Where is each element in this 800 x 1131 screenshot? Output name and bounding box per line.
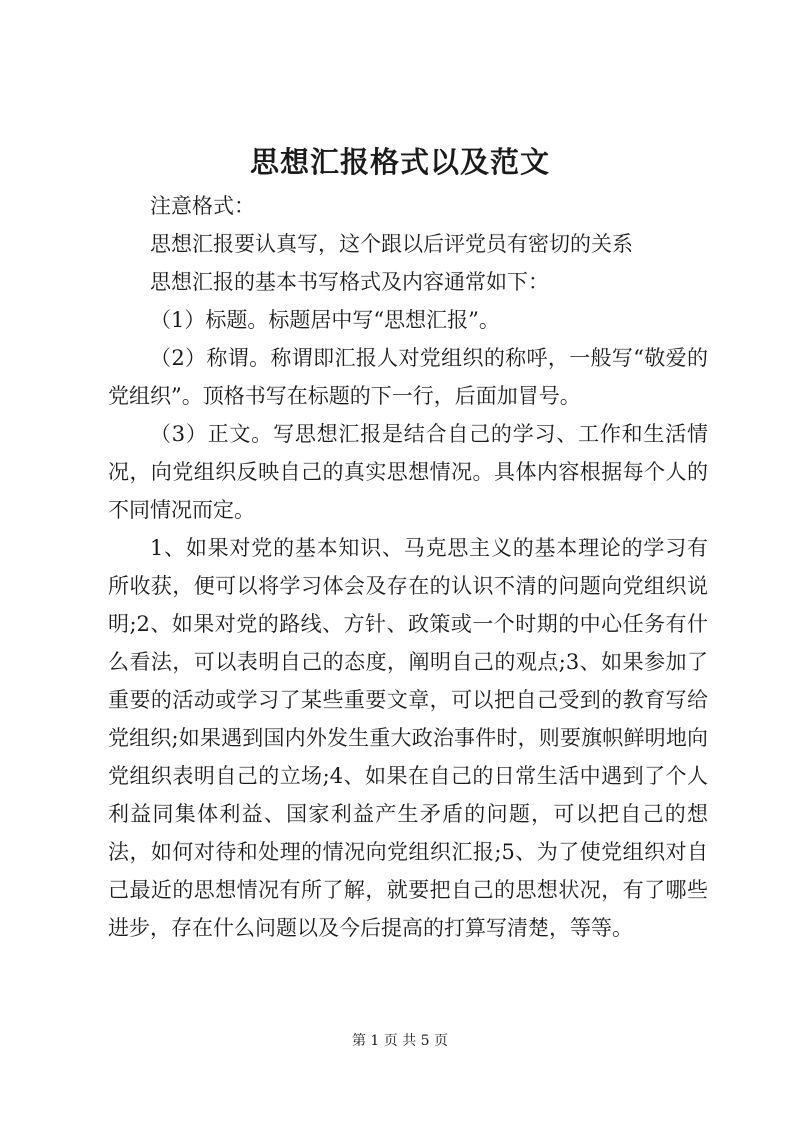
document-body (108, 187, 708, 947)
paragraph-title-rule: （1）标题。标题居中写“思想汇报”。 (150, 308, 500, 332)
paragraph-salutation-rule: （2）称谓。称谓即汇报人对党组织的称呼，一般写“敬爱的党组织”。顶格书写在标题的下一行，后面加冒号。 (108, 346, 708, 408)
paragraph-basic-format: 思想汇报的基本书写格式及内容通常如下： (150, 270, 549, 294)
page-title: 思想汇报格式以及范文 (249, 145, 550, 179)
paragraph-body-rule: （3）正文。写思想汇报是结合自己的学习、工作和生活情况，向党组织反映自己的真实思想情况。具体内容根据每个人的不同情况而定。 (108, 422, 708, 522)
page-number-footer: 第 1 页 共 5 页 (351, 1033, 449, 1049)
paragraph-content-guidelines: 1、如果对党的基本知识、马克思主义的基本理论的学习有所收获，便可以将学习体会及存在的认识不清的问题向党组织说明;2、如果对党的路线、方针、政策或一个时期的中心任务有什么看法，可以表明自己的态度，阐明自己的观点;3、如果参加了重要的活动或学习了某些重要文章，可以把自己受到的教育写给党组织;如果遇到国内外发生重大政治事件时，则要旗帜鲜明地向党组织表明自己的立场;4、如果在自己的日常生活中遇到了个人利益同集体利益、国家利益产生矛盾的问题，可以把自己的想法，如何对待和处理的情况向党组织汇报;5、为了使党组织对自己最近的思想情况有所了解，就要把自己的思想状况，有了哪些进步，存在什么问题以及今后提高的打算写清楚，等等。 (108, 536, 708, 940)
paragraph-format-note: 注意格式： (150, 194, 255, 218)
paragraph-intro: 思想汇报要认真写，这个跟以后评党员有密切的关系 (150, 232, 633, 256)
